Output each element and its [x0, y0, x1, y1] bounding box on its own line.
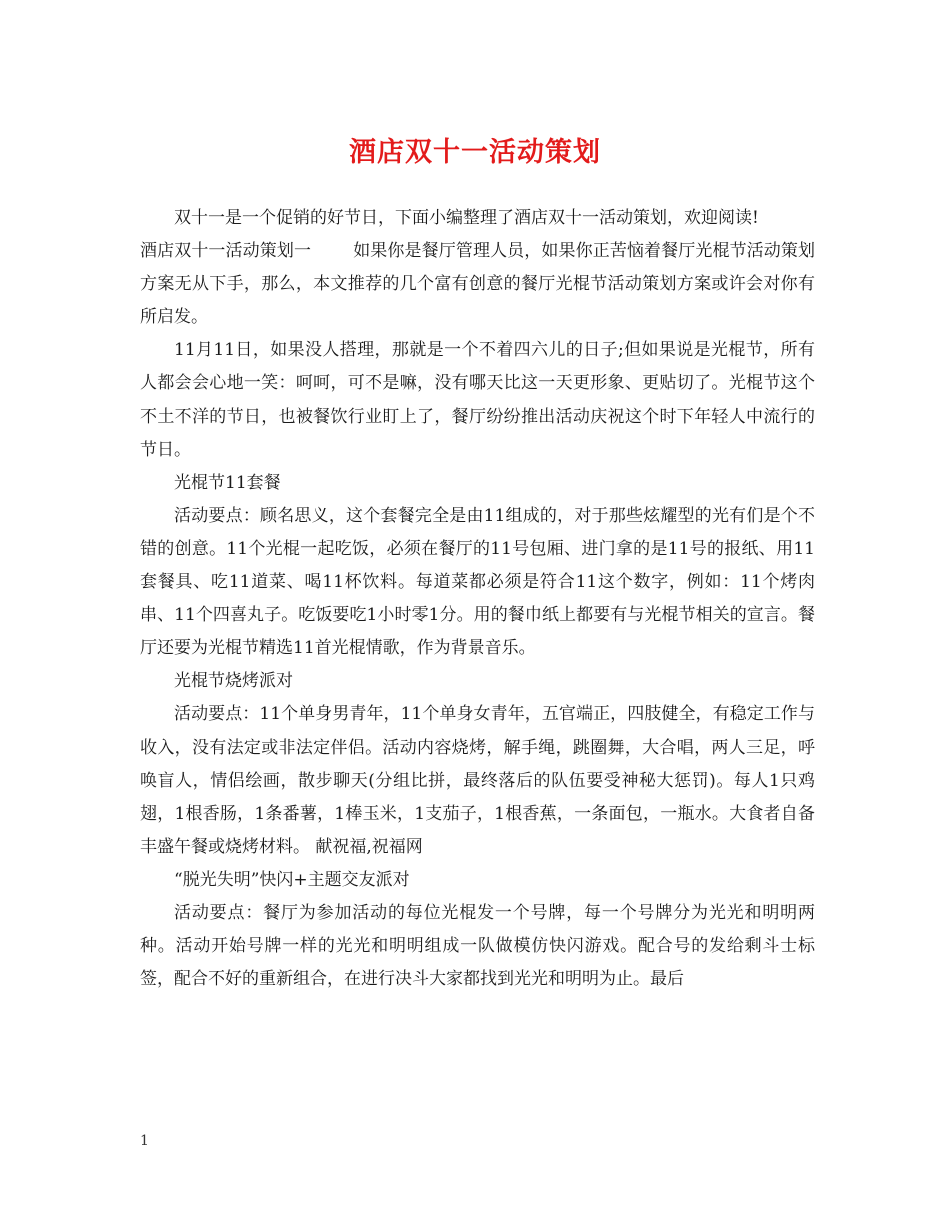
- document-body: [140, 202, 815, 996]
- paragraph-3: 活动要点：顾名思义，这个套餐完全是由11组成的，对于那些炫耀型的光有们是个不错的创意。11个光棍一起吃饭，必须在餐厅的11号包厢、进门拿的是11号的报纸、用11套餐具、吃11道菜、喝11杯饮料。每道菜都必须是符合11这个数字，例如：11个烤肉串、11个四喜丸子。吃饭要吃1小时零1分。用的餐巾纸上都要有与光棍节相关的宣言。餐厅还要为光棍节精选11首光棍情歌，作为背景音乐。: [140, 505, 815, 659]
- section-heading: 酒店双十一活动策划一: [140, 241, 312, 262]
- paragraph-5: 活动要点：餐厅为参加活动的每位光棍发一个号牌，每一个号牌分为光光和明明两种。活动开始号牌一样的光光和明明组成一队做模仿快闪游戏。配合号的发给剩斗士标签，配合不好的重新组合，在进行决斗大家都找到光光和明明为止。最后: [140, 902, 815, 990]
- subheading-1: 光棍节11套餐: [174, 472, 281, 493]
- page-number: 1: [140, 1133, 149, 1149]
- document-title: 酒店双十一活动策划: [349, 137, 601, 168]
- subheading-3: “脱光失明”快闪+主题交友派对: [174, 869, 410, 890]
- paragraph-section-one: [140, 235, 815, 334]
- paragraph-intro: 双十一是一个促销的好节日，下面小编整理了酒店双十一活动策划，欢迎阅读!: [174, 208, 759, 228]
- paragraph-2: 11月11日，如果没人搭理，那就是一个不着四六儿的日子;但如果说是光棍节，所有人都会会心地一笑：呵呵，可不是嘛，没有哪天比这一天更形象、更贴切了。光棍节这个不土不洋的节日，也被餐饮行业盯上了，餐厅纷纷推出活动庆祝这个时下年轻人中流行的节日。: [140, 340, 815, 460]
- subheading-2: 光棍节烧烤派对: [174, 671, 293, 692]
- section-intro: 如果你是餐厅管理人员，如果你正苦恼着餐厅光棍节活动策划方案无从下手，那么，本文推荐的几个富有创意的餐厅光棍节活动策划方案或许会对你有所启发。: [140, 241, 816, 328]
- paragraph-4: 活动要点：11个单身男青年，11个单身女青年，五官端正，四肢健全，有稳定工作与收入，没有法定或非法定伴侣。活动内容烧烤，解手绳，跳圈舞，大合唱，两人三足，呼唤盲人，情侣绘画，散步聊天(分组比拼，最终落后的队伍要受神秘大惩罚)。每人1只鸡翅，1根香肠，1条番薯，1棒玉米，1支茄子，1根香蕉，一条面包，一瓶水。大食者自备丰盛午餐或烧烤材料。 献祝福,祝福网: [140, 704, 815, 857]
